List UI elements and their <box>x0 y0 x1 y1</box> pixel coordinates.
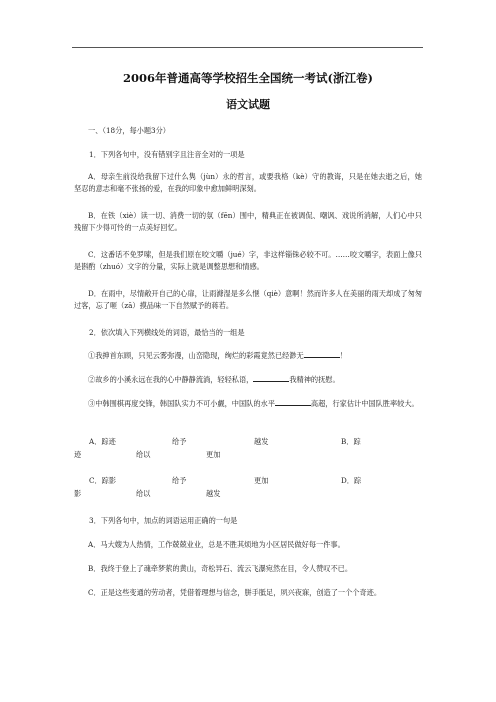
question-2-sentence-1: ①我抻首东顾，只见云雾弥漫，山峦隐现，绚烂的彩霞竟然已经渺无 ！ <box>88 351 347 360</box>
exam-title: 2006年普通高等学校招生全国统一考试(浙江卷) <box>123 71 373 85</box>
question-1-option-d: D．在雨中，尽情敞开自己的心扉，让雨滌湿是多么惬（qiè）意啊！然而许多人在美丽的雨天却成了匆匆过客，忘了咂（zā）摸品味一下自然赋予的蒋若。 <box>74 289 422 310</box>
question-2-stem: 2．依次填入下列横线处的词语，最恰当的一组是 <box>89 328 245 337</box>
question-1-option-a: A．母亲生前没给我留下过什么隽（jùn）永的哲言，或要我格（kè）守的教诲，只是在她去逝之后，她坚忍的意志和毫不张扬的爱，在我的印象中愈加鲜明深刻。 <box>74 172 422 193</box>
question-3-option-a: A．马大嫂为人热情，工作兢兢业业，总是不胜其烦地为小区居民做好每一件事。 <box>88 540 345 549</box>
question-1-option-b: B．在铁（xiè）读一切、消费一切的氛（fēn）围中，精典正在被调侃、嘲讽、戏说所消解，人们心中只残留下少得可怜的一点美好回忆。 <box>74 211 422 232</box>
answer-blank <box>275 398 311 406</box>
header-rule <box>72 47 423 48</box>
question-3-option-c: C．正是这些变通的劳动者，凭借着理想与信念，胼手胝足，夙兴夜寐，创造了一个个奇迹。 <box>88 588 382 597</box>
section-heading: 一、（18分，每小题3分） <box>88 126 170 135</box>
answer-blank <box>304 350 340 358</box>
question-3-option-b: B．我终于登上了魂牵梦萦的黄山，奇松异石、流云飞瀑宛然在目，令人赞叹不已。 <box>88 564 353 573</box>
question-1-stem: 1．下列各句中，没有错别字且注音全对的一项是 <box>89 150 245 159</box>
question-2-sentence-3: ③中韩围棋再度交锋，韩国队实力不可小觑，中国队的水平 高超，行家估计中国队胜率较大。 <box>88 399 419 408</box>
answer-blank <box>253 374 289 382</box>
question-2-sentence-2: ②故乡的小溪永远在我的心中静静流淌，轻轻私语， 我精神的抚慰。 <box>88 375 340 384</box>
exam-subtitle: 语文试题 <box>226 98 270 111</box>
question-1-option-c: C．这番话不免罗嗦，但是我们原在咬文嚼（jué）字，非这样锱铢必较不可。……咬文嚼字，表面上像只是斟酌（zhuó）文字的分量，实际上就是调整思想和情感。 <box>74 250 422 271</box>
question-3-stem: 3．下列各句中，加点的词语运用正确的一句是 <box>89 516 238 525</box>
